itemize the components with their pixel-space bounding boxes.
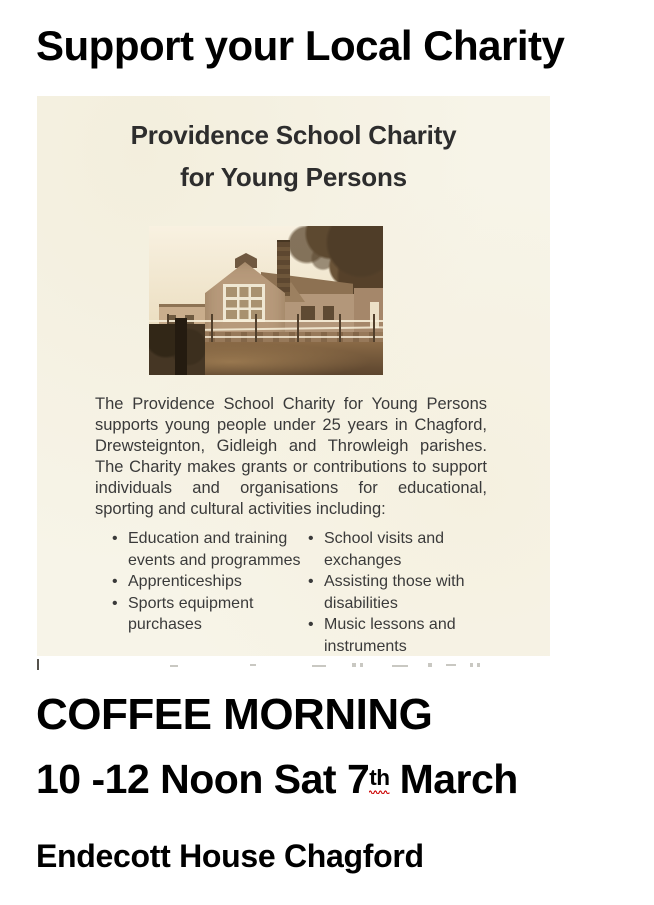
event-date-suffix: March <box>399 756 518 802</box>
leaflet-paragraph: The Providence School Charity for Young Persons supports young people under 25 years in Chagford, Drewsteignton, Gidleigh and Throwleigh parishes. The Charity makes grants or contributions to support individuals and organisations for educational, sporting and cultural activities including: <box>95 395 487 518</box>
venue-line: Endecott House Chagford <box>36 838 424 874</box>
bullet-column-left <box>110 528 306 657</box>
bullet-column-right <box>306 528 506 657</box>
ordinal-suffix <box>369 767 389 790</box>
bullet-item: • Sports equipment purchases <box>110 593 306 636</box>
ordinal-suffix-text: th <box>369 765 390 790</box>
leaflet-heading-line1: Providence School Charity <box>130 120 457 150</box>
event-date-prefix: 10 -12 Noon Sat 7 <box>36 756 370 802</box>
leaflet-bullet-lists <box>110 528 530 657</box>
school-building-photo <box>149 226 383 375</box>
photo-far-right-building <box>354 288 383 336</box>
scan-cutoff-artifact <box>312 665 326 667</box>
photo-gate-post <box>175 318 187 375</box>
spellcheck-squiggle-icon <box>369 789 389 794</box>
bullet-item: • Education and training events and programmes <box>110 528 306 571</box>
scan-cutoff-artifact <box>170 665 178 667</box>
bullet-item: • Apprenticeships <box>110 571 306 593</box>
scan-cutoff-artifact <box>470 663 473 667</box>
scan-cutoff-artifact <box>477 663 480 667</box>
scan-cutoff-artifact <box>250 664 256 666</box>
scan-cutoff-tick <box>37 659 39 670</box>
photo-window <box>301 306 315 320</box>
leaflet-heading <box>37 114 550 198</box>
poster-title: Support your Local Charity <box>36 22 565 69</box>
bullet-item: • Assisting those with disabilities <box>306 571 506 614</box>
scan-cutoff-artifact <box>446 664 456 666</box>
event-date-line <box>36 756 518 803</box>
leaflet-heading-line2: for Young Persons <box>180 162 407 192</box>
scan-cutoff-artifact <box>392 665 408 667</box>
scan-cutoff-artifact <box>352 663 356 667</box>
scan-cutoff-artifact <box>360 663 363 667</box>
scan-cutoff-artifact <box>428 663 432 667</box>
bullet-item: • Music lessons and instruments <box>306 614 506 657</box>
photo-large-window <box>223 284 265 322</box>
coffee-morning-heading: COFFEE MORNING <box>36 690 433 739</box>
bullet-item: • School visits and exchanges <box>306 528 506 571</box>
scanned-leaflet <box>37 96 550 656</box>
photo-window <box>323 306 334 320</box>
photo-chimney <box>277 240 290 296</box>
